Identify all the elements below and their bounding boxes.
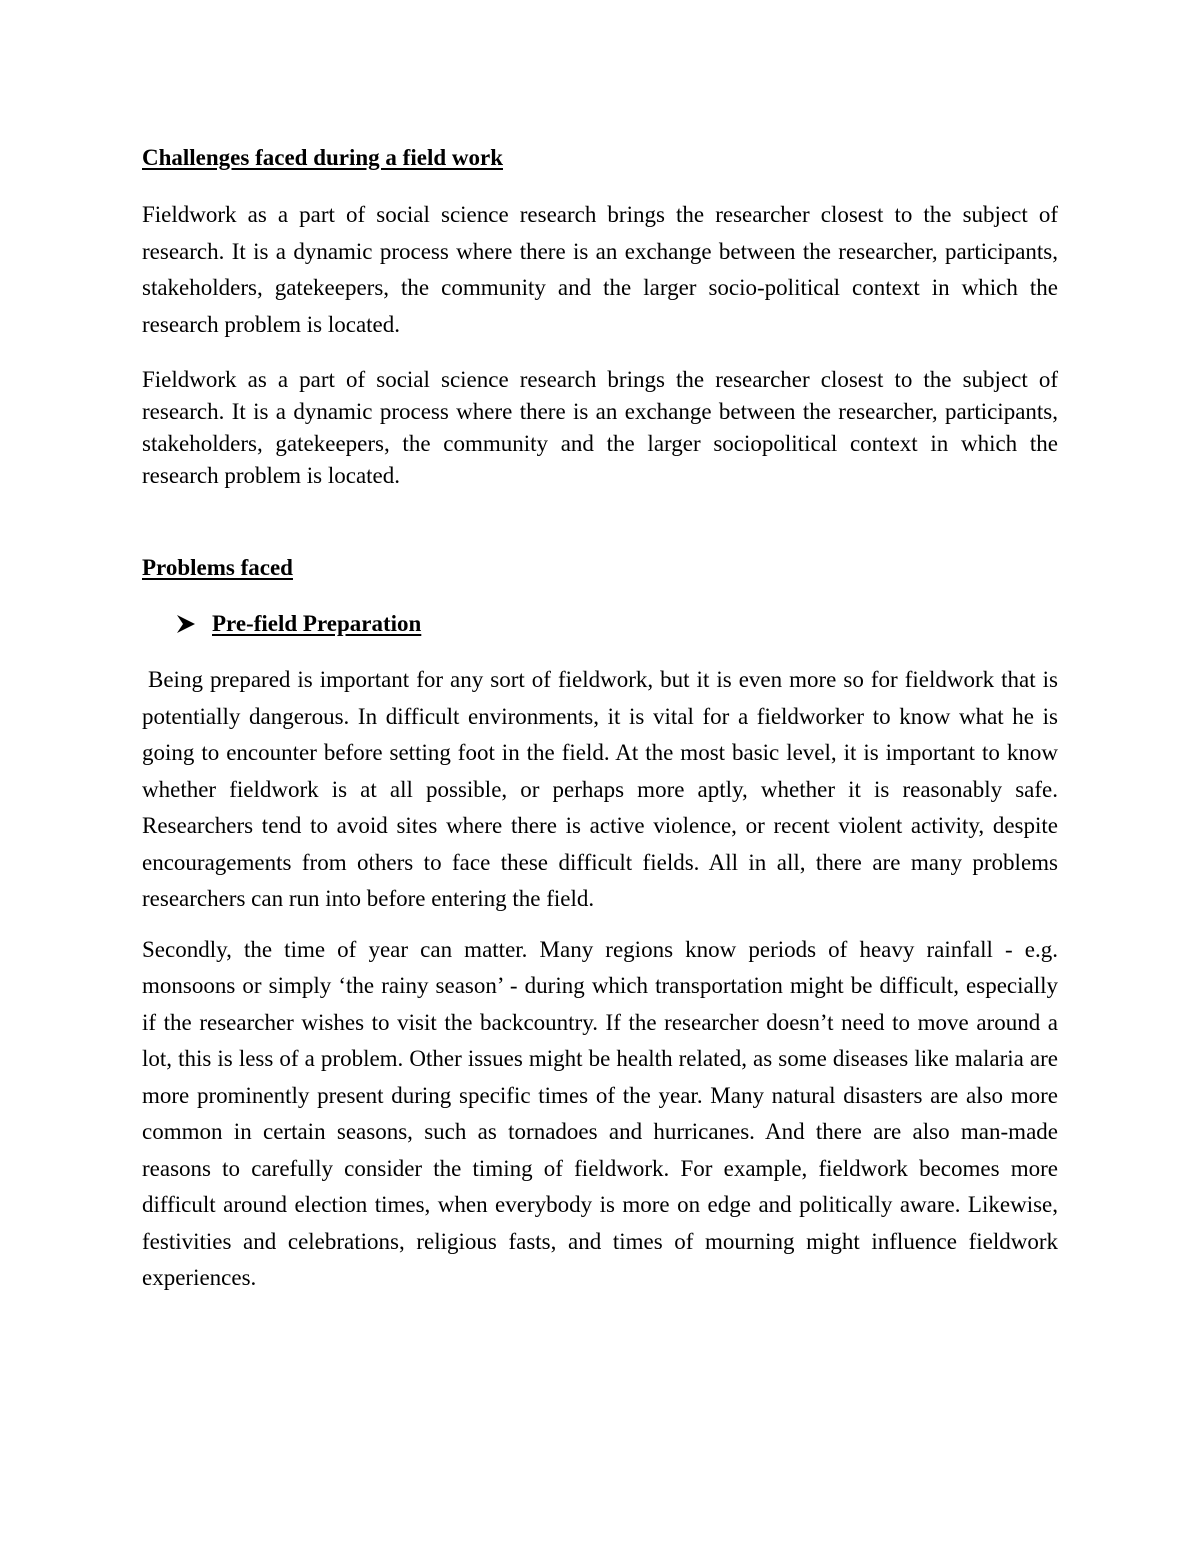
paragraph-prefield: Being prepared is important for any sort of fieldwork, but it is even more so for fieldwork that is potentially dangerous. In difficult environments, it is vital for a fieldworker to know what he is going to encounter before setting foot in the field. At the most basic level, it is important to know whether fieldwork is at all possible, or perhaps more aptly, whether it is reasonably safe. Researchers tend to avoid sites where there is active violence, or recent violent activity, despite encouragements from others to face these difficult fields. All in all, there are many problems researchers can run into before entering the field. [142,667,1058,911]
bullet-item-prefield [174,606,1058,642]
document-title: Challenges faced during a field work [142,145,503,170]
document-page [142,140,1058,1297]
paragraph-intro-repeat: Fieldwork as a part of social science research brings the researcher closest to the subject of research. It is a dynamic process where there is an exchange between the researcher, participants, stakeholders, gatekeepers, the community and the larger sociopolitical context in which the research problem is located. [142,367,1058,488]
section-heading-problems: Problems faced [142,555,293,580]
paragraph-intro: Fieldwork as a part of social science research brings the researcher closest to the subject of research. It is a dynamic process where there is an exchange between the researcher, participants, stakeholders, gatekeepers, the community and the larger socio-political context in which the research problem is located. [142,202,1058,337]
paragraph-time-of-year: Secondly, the time of year can matter. Many regions know periods of heavy rainfall - e.g. monsoons or simply ‘the rainy season’ - during which transportation might be difficult, especially if the researcher wishes to visit the backcountry. If the researcher doesn’t need to move around a lot, this is less of a problem. Other issues might be health related, as some diseases like malaria are more prominently present during specific times of the year. Many natural disasters are also more common in certain seasons, such as tornadoes and hurricanes. And there are also man-made reasons to carefully consider the timing of fieldwork. For example, fieldwork becomes more difficult around election times, when everybody is more on edge and politically aware. Likewise, festivities and celebrations, religious fasts, and times of mourning might influence fieldwork experiences. [142,936,1058,1290]
bullet-heading-prefield: Pre-field Preparation [212,611,422,636]
arrowhead-bullet-icon [174,612,212,636]
